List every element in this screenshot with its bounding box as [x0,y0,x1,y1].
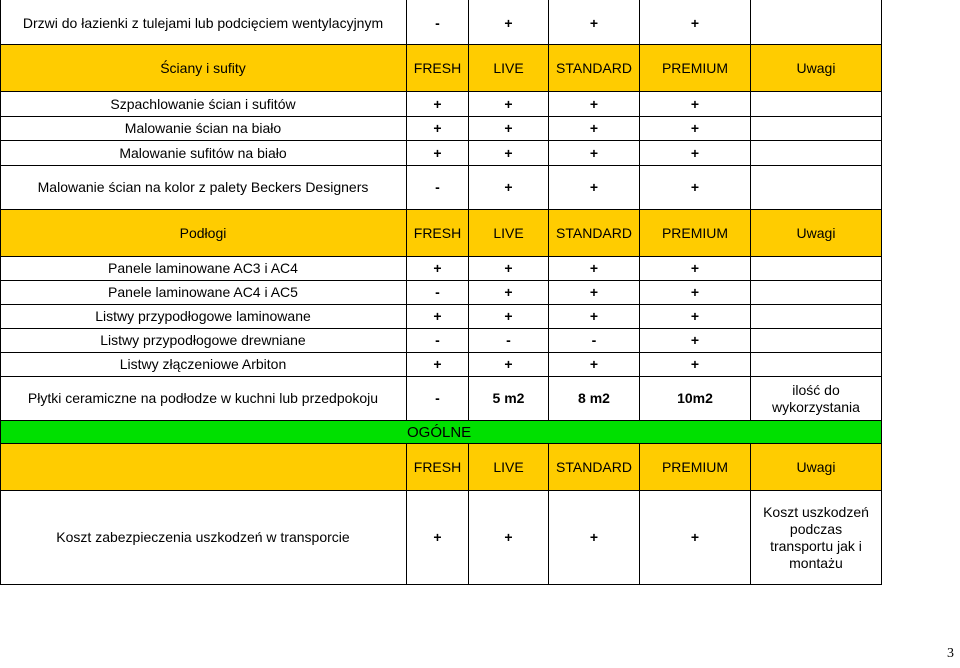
cell-standard: + [589,95,599,112]
cell-standard: + [589,529,599,545]
cell-premium: + [690,332,700,348]
header-live: LIVE [493,458,524,475]
grid-line [548,444,549,585]
header-fresh: FRESH [413,59,462,76]
cell-uwagi: Koszt uszkodzeń podczas transportu jak i montażu [763,503,869,571]
cell-live: + [504,95,513,112]
header-standard: STANDARD [556,224,632,241]
cell-standard: 8 m2 [578,390,610,406]
header-uwagi: Uwagi [796,458,836,475]
cell-live: + [504,14,513,31]
section-header-walls: Ściany i sufity [160,59,246,76]
cell-fresh: + [433,95,442,112]
cell-premium: + [690,308,700,324]
cell-fresh: + [433,356,442,372]
cell-standard: + [589,356,599,372]
grid-line [639,0,640,421]
cell-fresh: - [435,179,440,195]
row-label: Koszt zabezpieczenia uszkodzeń w transporcie [56,529,350,545]
cell-premium: + [690,120,700,136]
grid-line [750,0,751,421]
cell-live: 5 m2 [492,390,525,406]
row-label: Panele laminowane AC3 i AC4 [108,260,298,276]
cell-live: + [504,179,513,195]
cell-standard: + [589,144,599,161]
cell-live: + [504,284,513,300]
cell-premium: 10m2 [677,390,713,406]
header-uwagi: Uwagi [796,224,836,241]
row-label: Drzwi do łazienki z tulejami lub podcięciem wentylacyjnym [22,14,384,31]
cell-premium: + [690,529,700,545]
cell-fresh: - [435,284,440,300]
row-label: Listwy przypodłogowe laminowane [95,308,311,324]
cell-premium: + [690,260,700,276]
grid-line [468,444,469,585]
cell-premium: + [690,95,700,112]
cell-live: + [504,144,513,161]
cell-fresh: - [435,390,440,406]
grid-line [406,444,407,585]
cell-live: + [504,120,513,136]
cell-live: + [504,260,513,276]
row-label: Panele laminowane AC4 i AC5 [108,284,298,300]
header-premium: PREMIUM [661,458,729,475]
cell-standard: - [591,332,597,348]
cell-live: + [504,529,513,545]
cell-standard: + [589,260,599,276]
cell-premium: + [690,14,700,31]
row-label: Malowanie ścian na kolor z palety Beckers Designers [37,179,369,195]
cell-premium: + [690,284,700,300]
row-label: Listwy złączeniowe Arbiton [119,356,287,372]
cell-fresh: + [433,144,442,161]
header-live: LIVE [493,59,524,76]
grid-line [548,0,549,421]
section-header-floors: Podłogi [179,224,227,241]
row-label: Płytki ceramiczne na podłodze w kuchni lub przedpokoju [27,390,379,406]
grid-line [881,0,882,585]
cell-standard: + [589,179,599,195]
header-standard: STANDARD [556,59,632,76]
header-live: LIVE [493,224,524,241]
cell-fresh: + [433,308,442,324]
cell-standard: + [589,14,599,31]
cell-fresh: + [433,529,442,545]
header-premium: PREMIUM [661,224,729,241]
header-fresh: FRESH [413,224,462,241]
cell-uwagi: ilość do wykorzystania [772,381,860,415]
cell-live: + [504,308,513,324]
cell-standard: + [589,120,599,136]
grid-line [639,444,640,585]
row-label: Listwy przypodłogowe drewniane [100,332,306,348]
cell-live: - [506,332,511,348]
page-number: 3 [947,646,954,661]
cell-fresh: - [435,332,440,348]
grid-line [468,0,469,421]
row-label: Malowanie sufitów na biało [119,144,287,161]
grid-line [0,0,1,585]
grid-line [406,0,407,421]
cell-premium: + [690,179,700,195]
cell-live: + [504,356,513,372]
row-label: Malowanie ścian na biało [124,120,282,136]
header-standard: STANDARD [556,458,632,475]
grid-line [750,444,751,585]
cell-fresh: - [435,14,440,31]
section-header-general: OGÓLNE [407,423,472,441]
cell-premium: + [690,144,700,161]
cell-fresh: + [433,120,442,136]
cell-standard: + [589,308,599,324]
header-uwagi: Uwagi [796,59,836,76]
row-label: Szpachlowanie ścian i sufitów [110,95,296,112]
cell-fresh: + [433,260,442,276]
cell-standard: + [589,284,599,300]
header-fresh: FRESH [413,458,462,475]
header-premium: PREMIUM [661,59,729,76]
cell-premium: + [690,356,700,372]
